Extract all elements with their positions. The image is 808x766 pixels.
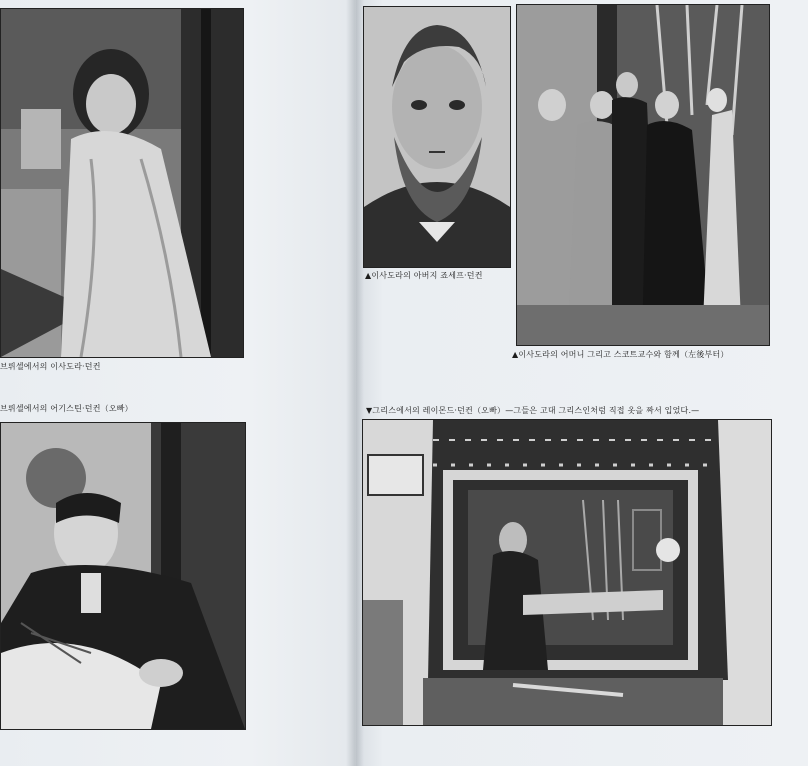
caption-augustin-brussels: 브뤼셀에서의 어기스틴·던컨（오빠）: [0, 404, 133, 413]
photo-raymond-greece: [362, 419, 772, 726]
caption-raymond-greece: ▼그리스에서의 레이몬드·던컨（오빠）—그들은 고대 그리스인처럼 직접 옷을 짜서 입었다.—: [366, 406, 700, 415]
photo-mother-scott: [516, 4, 770, 346]
caption-mother-scott: ▲이사도라의 어머니 그리고 스코트교수와 함께（左後부터）: [512, 350, 729, 359]
caption-isadora-brussels: 브뤼셀에서의 이사도라·던컨: [0, 362, 101, 371]
photo-isadora-brussels: [0, 8, 244, 358]
caption-father-joseph: ▲이사도라의 아버지 죠세프·던컨: [365, 271, 483, 280]
photo-augustin-brussels: [0, 422, 246, 730]
photo-father-joseph: [363, 6, 511, 268]
